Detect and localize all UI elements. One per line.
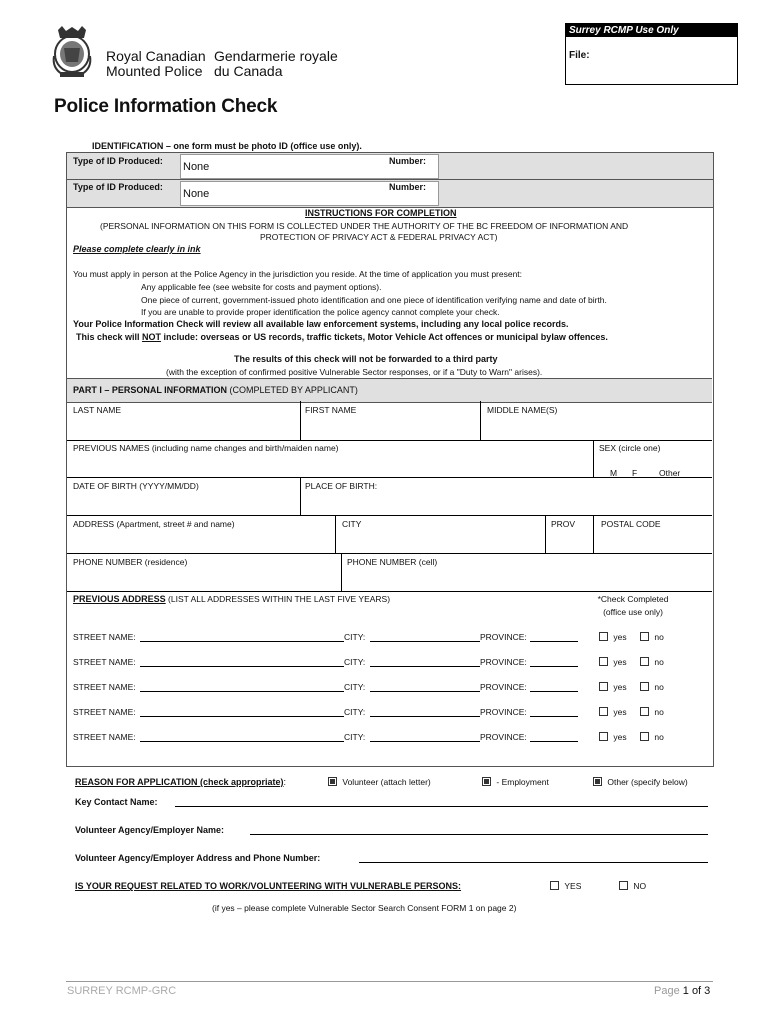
last-name-field[interactable]: LAST NAME <box>73 405 122 415</box>
not-include-text <box>76 332 608 342</box>
requirement-fee: Any applicable fee (see website for costs and payment options). <box>141 282 382 292</box>
sex-option-f[interactable]: F <box>632 468 638 478</box>
check-no-checkbox[interactable] <box>640 682 649 691</box>
agency-address-label: Volunteer Agency/Employer Address and Phone Number: <box>75 853 321 863</box>
province-input[interactable] <box>530 741 578 742</box>
authority-line-2: PROTECTION OF PRIVACY ACT & FEDERAL PRIVACY ACT) <box>260 232 498 242</box>
previous-address-heading <box>73 594 390 604</box>
check-yes-label: yes <box>613 682 627 692</box>
check-no-label: no <box>654 682 664 692</box>
city-label: CITY: <box>344 682 366 692</box>
page-indicator <box>654 985 710 997</box>
city-input[interactable] <box>370 691 480 692</box>
check-completed-label <box>592 594 674 617</box>
sex-option-m[interactable]: M <box>610 468 618 478</box>
footer-left: SURREY RCMP-GRC <box>67 985 177 997</box>
province-label: PROVINCE: <box>480 732 527 742</box>
org-fr-line1: Gendarmerie royale <box>214 48 338 64</box>
not-include-not: NOT <box>142 332 162 342</box>
office-use-header: Surrey RCMP Use Only <box>566 24 737 37</box>
check-yes-option[interactable] <box>599 657 627 667</box>
city-input[interactable] <box>370 666 480 667</box>
identification-heading: IDENTIFICATION – one form must be photo ID (office use only). <box>92 141 362 151</box>
org-name-fr <box>214 49 338 79</box>
exception-text: (with the exception of confirmed positive Vulnerable Sector responses, or if a "Duty to Warn" arises). <box>166 367 543 377</box>
check-no-label: no <box>654 707 664 717</box>
street-name-label: STREET NAME: <box>73 657 136 667</box>
id-row-1 <box>67 153 713 180</box>
reason-heading <box>75 777 286 787</box>
street-name-label: STREET NAME: <box>73 707 136 717</box>
check-completed-line2: (office use only) <box>603 607 663 617</box>
file-label: File: <box>569 50 590 61</box>
agency-address-input[interactable] <box>359 862 708 863</box>
vulnerable-yes-label: YES <box>564 881 582 891</box>
check-no-checkbox[interactable] <box>640 657 649 666</box>
check-no-option[interactable] <box>640 632 664 642</box>
street-name-input[interactable] <box>140 641 344 642</box>
id-number-label: Number: <box>389 182 427 192</box>
street-name-label: STREET NAME: <box>73 632 136 642</box>
previous-names-field[interactable]: PREVIOUS NAMES (including name changes and birth/maiden name) <box>73 443 339 453</box>
vulnerable-no-label: NO <box>633 881 647 891</box>
other-checkbox[interactable] <box>593 777 602 786</box>
check-completed-line1: *Check Completed <box>597 594 669 604</box>
key-contact-input[interactable] <box>175 806 708 807</box>
agency-name-label: Volunteer Agency/Employer Name: <box>75 825 225 835</box>
check-yes-checkbox[interactable] <box>599 657 608 666</box>
id-type-label: Type of ID Produced: <box>73 182 163 192</box>
check-no-label: no <box>654 657 664 667</box>
city-label: CITY: <box>344 732 366 742</box>
street-name-input[interactable] <box>140 691 344 692</box>
id-type-value: None <box>183 161 210 173</box>
province-input[interactable] <box>530 641 578 642</box>
province-input[interactable] <box>530 691 578 692</box>
check-yes-label: yes <box>613 632 627 642</box>
reason-employment-option[interactable] <box>482 777 549 787</box>
street-name-input[interactable] <box>140 666 344 667</box>
reason-volunteer-option[interactable] <box>328 777 431 787</box>
vulnerable-no-checkbox[interactable] <box>619 881 628 890</box>
vulnerable-no-option[interactable] <box>619 881 646 891</box>
pob-field[interactable]: PLACE OF BIRTH: <box>305 481 378 491</box>
province-input[interactable] <box>530 716 578 717</box>
check-no-option[interactable] <box>640 682 664 692</box>
requirement-note: If you are unable to provide proper identification the police agency cannot complete your check. <box>141 307 500 317</box>
reason-other-option[interactable] <box>593 777 688 787</box>
check-no-checkbox[interactable] <box>640 632 649 641</box>
instructions-heading: INSTRUCTIONS FOR COMPLETION <box>305 208 457 218</box>
apply-text: You must apply in person at the Police Agency in the jurisdiction you reside. At the time of application you must present: <box>73 269 523 279</box>
employment-label: - Employment <box>496 777 549 787</box>
id-type-value: None <box>183 188 210 200</box>
office-use-box <box>565 23 738 85</box>
part1-heading <box>73 385 358 395</box>
phone-residence-field[interactable]: PHONE NUMBER (residence) <box>73 557 188 567</box>
phone-cell-field[interactable]: PHONE NUMBER (cell) <box>347 557 438 567</box>
org-en-line2: Mounted Police <box>106 63 203 79</box>
city-label: CITY: <box>344 707 366 717</box>
requirement-id: One piece of current, government-issued photo identification and one piece of identification verifying name and date of birth. <box>141 295 607 305</box>
not-include-pre: This check will <box>76 332 143 342</box>
province-label: PROVINCE: <box>480 657 527 667</box>
check-no-checkbox[interactable] <box>640 707 649 716</box>
volunteer-checkbox[interactable] <box>328 777 337 786</box>
prov-field[interactable]: PROV <box>551 519 576 529</box>
city-input[interactable] <box>370 741 480 742</box>
province-label: PROVINCE: <box>480 707 527 717</box>
check-yes-label: yes <box>613 732 627 742</box>
dob-field[interactable]: DATE OF BIRTH (YYYY/MM/DD) <box>73 481 199 491</box>
vulnerable-note: (if yes – please complete Vulnerable Sector Search Consent FORM 1 on page 2) <box>212 903 517 913</box>
sex-label: SEX (circle one) <box>599 443 661 453</box>
org-en-line1: Royal Canadian <box>106 48 206 64</box>
street-name-input[interactable] <box>140 716 344 717</box>
province-input[interactable] <box>530 666 578 667</box>
check-yes-checkbox[interactable] <box>599 732 608 741</box>
check-no-option[interactable] <box>640 732 664 742</box>
street-name-label: STREET NAME: <box>73 732 136 742</box>
province-label: PROVINCE: <box>480 632 527 642</box>
org-fr-line2: du Canada <box>214 63 283 79</box>
city-input[interactable] <box>370 641 480 642</box>
rcmp-crest-logo <box>50 26 94 78</box>
complete-in-ink-note: Please complete clearly in ink <box>73 244 201 254</box>
other-label: Other (specify below) <box>607 777 688 787</box>
prev-address-heading-bold: PREVIOUS ADDRESS <box>73 594 166 604</box>
check-yes-option[interactable] <box>599 632 627 642</box>
page-number: 1 of 3 <box>682 985 711 997</box>
street-name-input[interactable] <box>140 741 344 742</box>
check-yes-label: yes <box>613 657 627 667</box>
postal-code-field[interactable]: POSTAL CODE <box>601 519 661 529</box>
vulnerable-yes-checkbox[interactable] <box>550 881 559 890</box>
check-yes-checkbox[interactable] <box>599 707 608 716</box>
key-contact-label: Key Contact Name: <box>75 797 158 807</box>
not-include-post: include: overseas or US records, traffic tickets, Motor Vehicle Act offences or municipal bylaw offences. <box>161 332 608 342</box>
sex-option-other[interactable]: Other <box>659 468 681 478</box>
volunteer-label: Volunteer (attach letter) <box>342 777 431 787</box>
city-field[interactable]: CITY <box>342 519 362 529</box>
city-input[interactable] <box>370 716 480 717</box>
vulnerable-yes-option[interactable] <box>550 881 581 891</box>
check-no-checkbox[interactable] <box>640 732 649 741</box>
check-no-option[interactable] <box>640 707 664 717</box>
check-yes-label: yes <box>613 707 627 717</box>
part1-header <box>67 378 712 403</box>
identification-table <box>66 152 714 208</box>
city-label: CITY: <box>344 657 366 667</box>
review-text: Your Police Information Check will review all available law enforcement systems, including any local police records. <box>73 319 569 329</box>
id-number-label: Number: <box>389 156 427 166</box>
check-yes-option[interactable] <box>599 707 627 717</box>
part1-heading-note: (COMPLETED BY APPLICANT) <box>227 385 358 395</box>
page-title: Police Information Check <box>54 96 278 117</box>
check-yes-option[interactable] <box>599 682 627 692</box>
reason-colon: : <box>283 777 287 787</box>
check-yes-checkbox[interactable] <box>599 632 608 641</box>
province-label: PROVINCE: <box>480 682 527 692</box>
id-row-2 <box>67 180 713 206</box>
check-no-label: no <box>654 732 664 742</box>
agency-name-input[interactable] <box>250 834 708 835</box>
authority-line-1: (PERSONAL INFORMATION ON THIS FORM IS COLLECTED UNDER THE AUTHORITY OF THE BC FREEDOM OF INFORMATION AND <box>100 221 629 231</box>
id-type-label: Type of ID Produced: <box>73 156 163 166</box>
page-word: Page <box>654 985 680 997</box>
check-yes-option[interactable] <box>599 732 627 742</box>
check-no-option[interactable] <box>640 657 664 667</box>
reason-heading-text: REASON FOR APPLICATION (check appropriate) <box>75 777 284 787</box>
third-party-text: The results of this check will not be forwarded to a third party <box>234 354 498 364</box>
address-field[interactable]: ADDRESS (Apartment, street # and name) <box>73 519 235 529</box>
street-name-label: STREET NAME: <box>73 682 136 692</box>
prev-address-heading-note: (LIST ALL ADDRESSES WITHIN THE LAST FIVE YEARS) <box>165 594 391 604</box>
first-name-field[interactable]: FIRST NAME <box>305 405 357 415</box>
city-label: CITY: <box>344 632 366 642</box>
part1-heading-bold: PART I – PERSONAL INFORMATION <box>73 385 228 395</box>
org-name-en <box>106 49 206 79</box>
employment-checkbox[interactable] <box>482 777 491 786</box>
vulnerable-question: IS YOUR REQUEST RELATED TO WORK/VOLUNTEERING WITH VULNERABLE PERSONS: <box>75 881 462 891</box>
middle-names-field[interactable]: MIDDLE NAME(S) <box>487 405 558 415</box>
check-no-label: no <box>654 632 664 642</box>
check-yes-checkbox[interactable] <box>599 682 608 691</box>
